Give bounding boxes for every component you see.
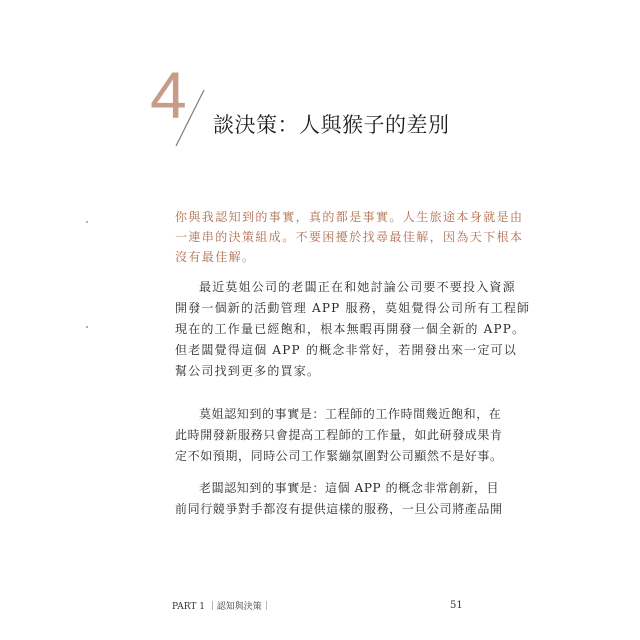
paragraph-line: 定不如預期，同時公司工作緊繃氛圍對公司顯然不是好事。 xyxy=(175,449,503,463)
chapter-title: 談決策：人與猴子的差別 xyxy=(213,113,450,137)
page-number: 51 xyxy=(450,600,463,611)
chapter-divider-slash xyxy=(170,88,210,148)
paragraph-line: 前同行競爭對手都沒有提供這樣的服務，一旦公司將產品開 xyxy=(175,502,503,516)
paragraph-line: 開發一個新的活動管理 APP 服務，莫姐覺得公司所有工程師 xyxy=(175,301,531,315)
paragraph-line: 幫公司找到更多的買家。 xyxy=(175,364,321,378)
scan-speck xyxy=(86,221,88,223)
paragraph-line: 最近莫姐公司的老闆正在和她討論公司要不要投入資源 xyxy=(199,280,516,294)
chapter-intro xyxy=(175,207,524,267)
scan-speck xyxy=(86,326,88,328)
intro-line: 沒有最佳解。 xyxy=(175,250,256,264)
paragraph-line: 此時開發新服務只會提高工程師的工作量，如此研發成果肯 xyxy=(175,428,503,442)
intro-line: 你與我認知到的事實，真的都是事實。人生旅途本身就是由 xyxy=(175,210,524,224)
chapter-number: 4 xyxy=(150,58,187,132)
body-paragraph xyxy=(175,277,531,382)
body-paragraph xyxy=(175,478,503,520)
paragraph-line: 但老闆覺得這個 APP 的概念非常好，若開發出來一定可以 xyxy=(175,343,518,357)
paragraph-line: 老闆認知到的事實是：這個 APP 的概念非常創新，目 xyxy=(199,481,500,495)
paragraph-line: 現在的工作量已經飽和，根本無暇再開發一個全新的 APP。 xyxy=(175,322,526,336)
running-footer-section: PART 1 ｜認知與決策｜ xyxy=(172,602,271,612)
body-paragraph xyxy=(175,404,503,467)
paragraph-line: 莫姐認知到的事實是：工程師的工作時間幾近飽和，在 xyxy=(199,407,502,421)
intro-line: 一連串的決策組成。不要困擾於找尋最佳解，因為天下根本 xyxy=(175,230,524,244)
